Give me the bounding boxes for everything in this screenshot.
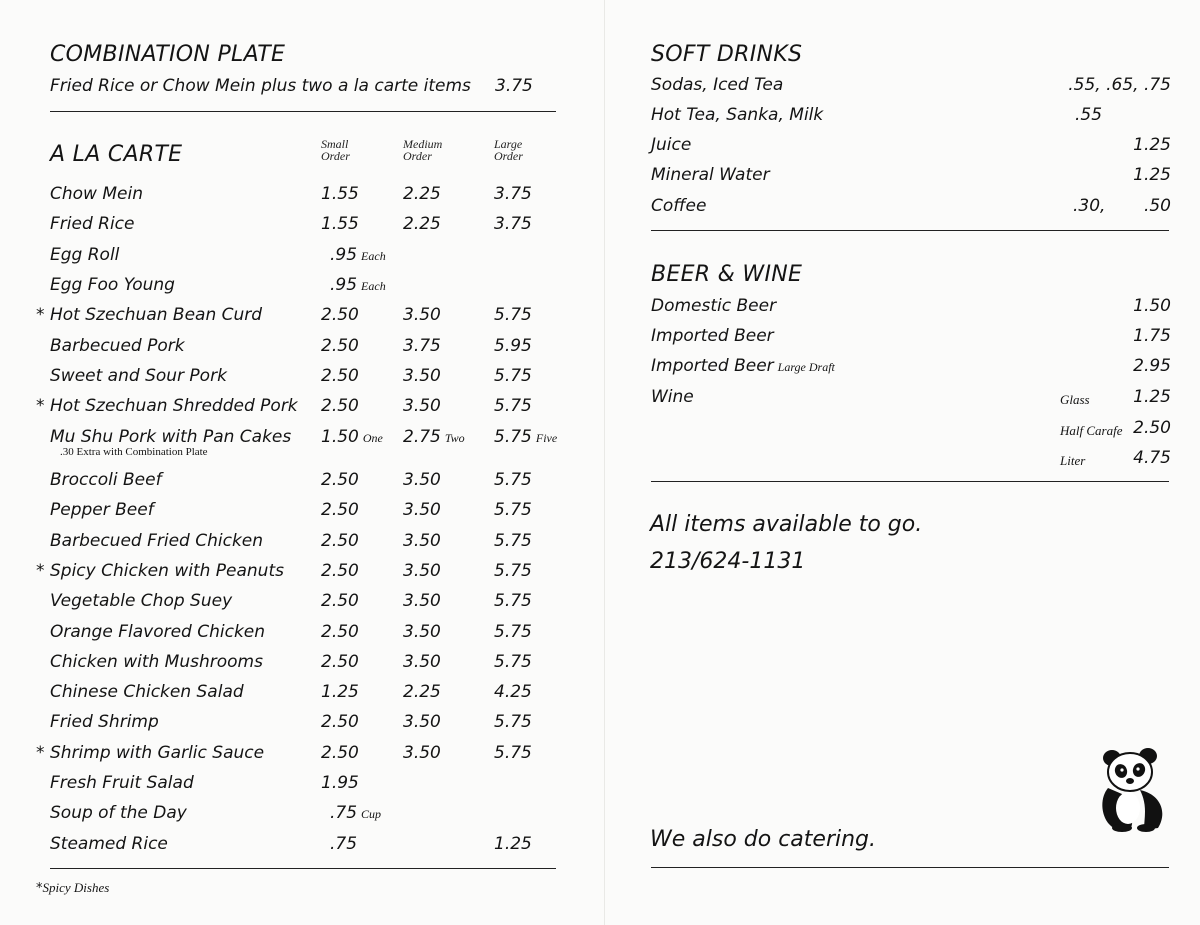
wine-size: Half Carafe [1060,423,1123,438]
beer-wine-row [651,418,1171,442]
panda-icon [1100,748,1166,832]
unit-small: Cup [361,807,382,821]
beverage-price: 1.50 [1133,296,1171,316]
price-medium: 3.50 [403,470,441,490]
menu-row [36,561,576,585]
menu-row [36,682,576,706]
price-medium: 3.50 [403,712,441,732]
drink-name: Juice [651,135,692,155]
item-name: Sweet and Sour Pork [50,366,227,386]
item-name: Orange Flavored Chicken [50,622,266,642]
drink-row [651,75,1171,99]
togo-text: All items available to go. [650,512,923,537]
price-small: 1.25 [321,682,359,702]
price-medium: 3.50 [403,743,441,763]
spicy-marker: * [36,743,45,763]
menu-row [36,366,576,390]
drink-name: Coffee [651,196,707,216]
price-small: 2.50 [321,591,359,611]
price-medium: 3.50 [403,500,441,520]
beverage-price: 2.50 [1133,418,1171,438]
beer-wine-title: BEER & WINE [651,262,803,287]
menu-row [36,275,576,299]
beer-wine-row [651,356,1171,380]
price-small: 1.55 [321,184,359,204]
item-name: Steamed Rice [50,834,168,854]
spicy-marker: * [36,561,45,581]
price-small: .75 [330,834,358,854]
divider [50,868,556,869]
price-small: .75 Cup [330,803,382,823]
beverage-name: Imported Beer Large Draft [651,356,835,376]
page-fold [604,0,605,925]
price-medium: 2.75 Two [403,427,465,447]
price-medium: 3.50 [403,305,441,325]
price-small: 1.55 [321,214,359,234]
beverage-name: Domestic Beer [651,296,777,316]
menu-row [36,336,576,360]
price-large: 3.75 [494,214,532,234]
beverage-name: Wine [651,387,694,407]
price-medium: 3.50 [403,531,441,551]
item-name: Mu Shu Pork with Pan Cakes [50,427,292,447]
price-medium: 2.25 [403,184,441,204]
menu-row [36,427,576,458]
price-small: 2.50 [321,470,359,490]
price-small: 2.50 [321,531,359,551]
combination-desc: Fried Rice or Chow Mein plus two a la carte items [50,76,471,96]
drink-name: Sodas, Iced Tea [651,75,784,95]
price-small: 2.50 [321,396,359,416]
price-large: 5.75 [494,470,532,490]
price-medium: 3.50 [403,561,441,581]
item-name: Pepper Beef [50,500,154,520]
price-large: 5.75 [494,366,532,386]
price-large: 5.75 [494,396,532,416]
drink-row [651,165,1171,189]
unit-medium: Two [444,431,465,445]
price-medium: 3.50 [403,366,441,386]
unit-small: Each [361,249,386,263]
price-medium: 2.25 [403,214,441,234]
item-name: Hot Szechuan Bean Curd [50,305,263,325]
divider [651,230,1169,231]
beverage-price: 4.75 [1133,448,1171,468]
menu-row [36,803,576,827]
drink-price: 1.25 [1133,135,1171,155]
price-small: 1.50 One [321,427,383,447]
price-small: 2.50 [321,336,359,356]
price-large: 5.75 [494,622,532,642]
drink-row [651,135,1171,159]
item-name: Chinese Chicken Salad [50,682,244,702]
price-small: 2.50 [321,743,359,763]
price-small: .95 Each [330,275,386,295]
item-name: Soup of the Day [50,803,187,823]
item-name: Vegetable Chop Suey [50,591,233,611]
item-name: Fried Shrimp [50,712,159,732]
menu-row [36,743,576,767]
menu-row [36,834,576,858]
item-note: .30 Extra with Combination Plate [60,446,208,458]
wine-size: Liter [1060,453,1086,468]
beverage-name: Imported Beer [651,326,774,346]
item-name: Barbecued Pork [50,336,185,356]
menu-row [36,622,576,646]
drink-price: .30, [1073,196,1106,216]
catering-text: We also do catering. [650,827,877,852]
drink-price: .55, .65, .75 [1068,75,1171,95]
item-name: Barbecued Fried Chicken [50,531,264,551]
spicy-marker: * [36,305,45,325]
price-large: 5.75 [494,591,532,611]
price-large: 5.75 [494,743,532,763]
beverage-price: 1.75 [1133,326,1171,346]
price-small: 1.95 [321,773,359,793]
col-head-medium: Medium Order [403,137,443,163]
price-medium: 3.50 [403,652,441,672]
col-head-small: Small Order [321,137,350,163]
spicy-marker: * [36,396,45,416]
price-medium: 3.50 [403,396,441,416]
price-small: 2.50 [321,561,359,581]
price-large: 5.75 [494,712,532,732]
menu-row [36,245,576,269]
price-large: 5.75 [494,500,532,520]
item-name: Spicy Chicken with Peanuts [50,561,284,581]
item-name: Egg Foo Young [50,275,175,295]
divider [651,481,1169,482]
combination-price: 3.75 [495,76,533,96]
price-medium: 3.50 [403,622,441,642]
alacarte-title: A LA CARTE [50,142,183,167]
price-small: 2.50 [321,622,359,642]
divider [651,867,1169,868]
price-large: 5.75 Five [494,427,558,447]
unit-small: One [362,431,383,445]
beer-wine-row [651,448,1171,472]
price-small: 2.50 [321,305,359,325]
item-name: Chicken with Mushrooms [50,652,263,672]
price-large: 5.75 [494,561,532,581]
unit-small: Each [361,279,386,293]
price-medium: 2.25 [403,682,441,702]
drink-row [651,196,1171,220]
menu-row [36,305,576,329]
menu-row [36,214,576,238]
beverage-price: 2.95 [1133,356,1171,376]
item-name: Hot Szechuan Shredded Pork [50,396,298,416]
drink-price: .55 [1075,105,1103,125]
drink-price: .50 [1143,196,1171,216]
price-large: 4.25 [494,682,532,702]
soft-drinks-title: SOFT DRINKS [651,42,803,67]
menu-row [36,773,576,797]
price-small: 2.50 [321,652,359,672]
item-name: Egg Roll [50,245,120,265]
phone-number: 213/624-1131 [650,549,806,574]
beer-wine-row [651,326,1171,350]
item-name: Broccoli Beef [50,470,162,490]
drink-row [651,105,1171,129]
menu-row [36,531,576,555]
divider [50,111,556,112]
price-large: 5.95 [494,336,532,356]
price-small: 2.50 [321,366,359,386]
drink-price: 1.25 [1133,165,1171,185]
beverage-size: Large Draft [777,360,835,374]
beer-wine-row [651,296,1171,320]
menu-row [36,396,576,420]
drink-name: Hot Tea, Sanka, Milk [651,105,824,125]
menu-row [36,652,576,676]
price-large: 5.75 [494,305,532,325]
wine-size: Glass [1060,392,1090,407]
price-medium: 3.50 [403,591,441,611]
item-name: Fresh Fruit Salad [50,773,194,793]
item-name: Shrimp with Garlic Sauce [50,743,265,763]
beer-wine-row [651,387,1171,411]
beverage-price: 1.25 [1133,387,1171,407]
col-head-large: Large Order [494,137,523,163]
menu-row [36,184,576,208]
menu-row [36,500,576,524]
price-small: 2.50 [321,500,359,520]
price-medium: 3.75 [403,336,441,356]
footnote: *Spicy Dishes [36,880,110,896]
price-large: 3.75 [494,184,532,204]
item-name: Fried Rice [50,214,135,234]
price-large: 5.75 [494,531,532,551]
price-small: 2.50 [321,712,359,732]
menu-row [36,470,576,494]
menu-row [36,591,576,615]
drink-name: Mineral Water [651,165,770,185]
menu-row [36,712,576,736]
price-large: 1.25 [494,834,532,854]
item-name: Chow Mein [50,184,143,204]
price-large: 5.75 [494,652,532,672]
combination-title: COMBINATION PLATE [50,42,286,67]
price-small: .95 Each [330,245,386,265]
unit-large: Five [535,431,558,445]
